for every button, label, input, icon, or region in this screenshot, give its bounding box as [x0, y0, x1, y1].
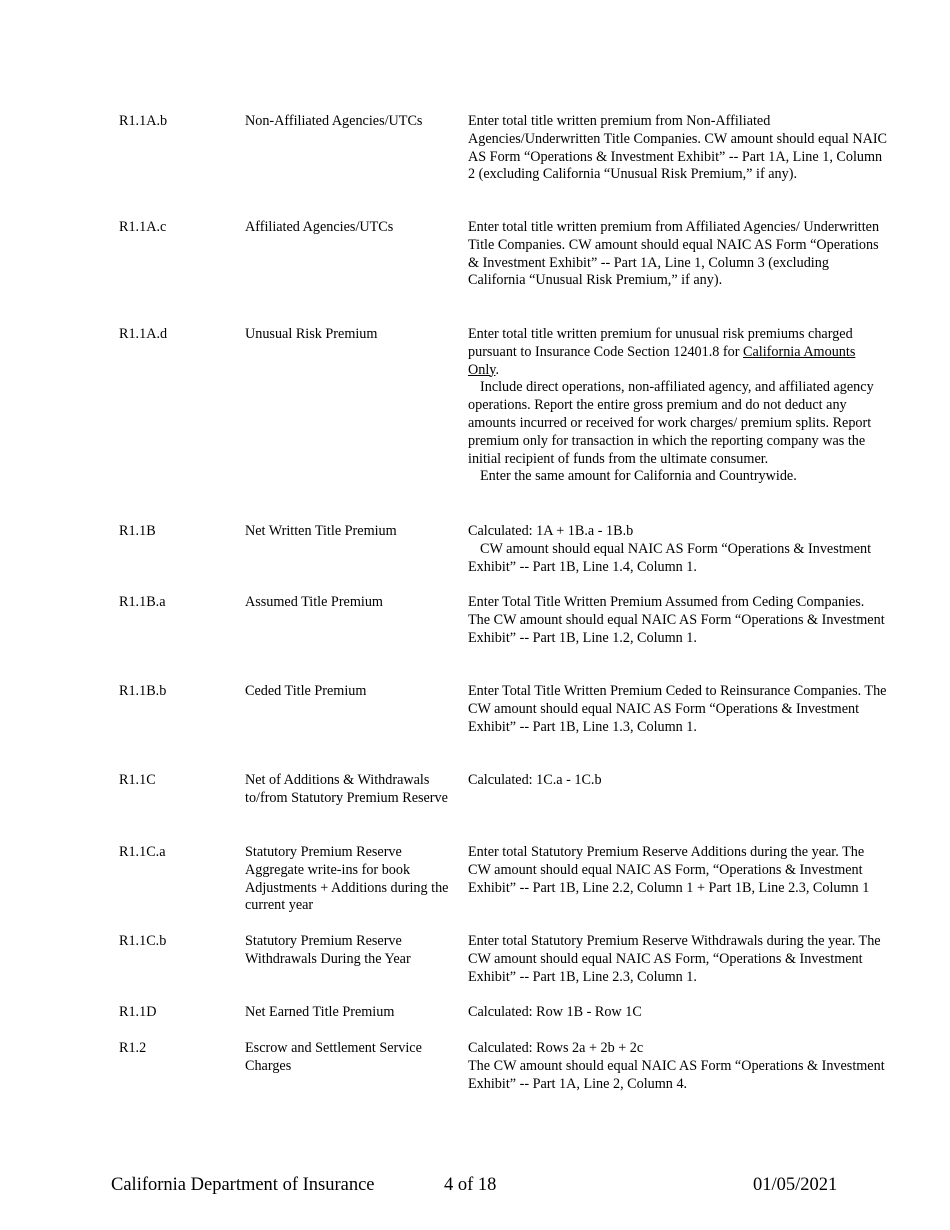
row-name: Statutory Premium Reserve Withdrawals During the Year: [245, 933, 411, 967]
row-name: Ceded Title Premium: [245, 683, 367, 699]
row-code: R1.1B.a: [119, 594, 166, 610]
row-description: Enter total Statutory Premium Reserve Additions during the year. The CW amount should equal NAIC AS Form, “Operations & Investment Exhibit” -- Part 1B, Line 2.2, Column 1 + Part 1B, Line 2.3, Column 1: [468, 844, 870, 896]
footer-organization: California Department of Insurance: [111, 1175, 375, 1195]
row-description: Calculated: Row 1B - Row 1C: [468, 1004, 642, 1020]
row-name: Net of Additions & Withdrawals to/from Statutory Premium Reserve: [245, 772, 448, 806]
row-description: Enter total Statutory Premium Reserve Withdrawals during the year. The CW amount should equal NAIC AS Form, “Operations & Investment Exhibit” -- Part 1B, Line 2.3, Column 1.: [468, 933, 881, 985]
row-description: Enter Total Title Written Premium Assumed from Ceding Companies. The CW amount should equal NAIC AS Form “Operations & Investment Exhibit” -- Part 1B, Line 1.2, Column 1.: [468, 594, 885, 646]
row-name: Statutory Premium Reserve Aggregate write-ins for book Adjustments + Additions during the current year: [245, 844, 449, 914]
row-description: Enter total title written premium from Affiliated Agencies/ Underwritten Title Companies. CW amount should equal NAIC AS Form “Operations & Investment Exhibit” -- Part 1A, Line 1, Column 3 (excluding California “Unusual Risk Premium,” if any).: [468, 219, 880, 289]
row-code: R1.1B: [119, 523, 156, 539]
row-code: R1.1B.b: [119, 683, 167, 699]
row-description: Enter total title written premium from Non-Affiliated Agencies/Underwritten Title Companies. CW amount should equal NAIC AS Form “Operations & Investment Exhibit” -- Part 1A, Line 1, Column 2 (excluding California “Unusual Risk Premium,” if any).: [468, 113, 888, 183]
description-paragraph: Enter the same amount for California and Countrywide.: [480, 468, 797, 485]
description-paragraph: Calculated: Rows 2a + 2b + 2c: [468, 1040, 644, 1056]
row-code: R1.1C.a: [119, 844, 166, 860]
row-description: Enter Total Title Written Premium Ceded to Reinsurance Companies. The CW amount should equal NAIC AS Form “Operations & Investment Exhibit” -- Part 1B, Line 1.3, Column 1.: [468, 683, 887, 735]
row-description: [468, 523, 888, 576]
row-code: R1.1C.b: [119, 933, 167, 949]
row-code: R1.1A.c: [119, 219, 167, 235]
row-description: Enter total title written premium for unusual risk premiums charged pursuant to Insurance Code Section 12401.8 for California Amounts Only. Include direct operations, non-affiliated agency, and affiliated agency operations. Report the entire gross premium and do not deduct any amounts incurred or received for work charges/ premium splits. Report premium only for transaction in which the reporting company was the initial recipient of funds from the ultimate consumer. Enter the same amount for California and Countrywide.: [468, 326, 888, 486]
row-code: R1.1C: [119, 772, 156, 788]
row-name: Non-Affiliated Agencies/UTCs: [245, 113, 423, 129]
row-name: Escrow and Settlement Service Charges: [245, 1040, 422, 1074]
underlined-text: California Amounts Only: [468, 343, 856, 378]
row-name: Net Earned Title Premium: [245, 1004, 395, 1020]
row-code: R1.1D: [119, 1004, 157, 1020]
description-paragraph: Calculated: 1A + 1B.a - 1B.b: [468, 523, 634, 539]
footer-page-number: 4 of 18: [444, 1175, 497, 1195]
description-paragraph: Include direct operations, non-affiliated agency, and affiliated agency operations. Report the entire gross premium and do not deduct any amounts incurred or received for work charges/ premium splits. Report premium only for transaction in which the reporting company was the initial recipient of funds from the ultimate consumer.: [468, 379, 874, 467]
row-code: R1.2: [119, 1040, 147, 1056]
footer-date: 01/05/2021: [753, 1175, 838, 1195]
row-name: Unusual Risk Premium: [245, 326, 378, 342]
row-name: Assumed Title Premium: [245, 594, 383, 610]
row-description: Calculated: 1C.a - 1C.b: [468, 772, 602, 788]
row-code: R1.1A.d: [119, 326, 168, 342]
row-name: Affiliated Agencies/UTCs: [245, 219, 394, 235]
row-name: Net Written Title Premium: [245, 523, 397, 539]
description-text: Enter total title written premium for unusual risk premiums charged pursuant to Insurance Code Section 12401.8 for: [468, 326, 853, 360]
description-paragraph: CW amount should equal NAIC AS Form “Operations & Investment Exhibit” -- Part 1B, Line 1.4, Column 1.: [468, 540, 872, 575]
row-description: [468, 1040, 888, 1093]
row-code: R1.1A.b: [119, 113, 168, 129]
description-paragraph: The CW amount should equal NAIC AS Form “Operations & Investment Exhibit” -- Part 1A, Line 2, Column 4.: [468, 1057, 885, 1092]
